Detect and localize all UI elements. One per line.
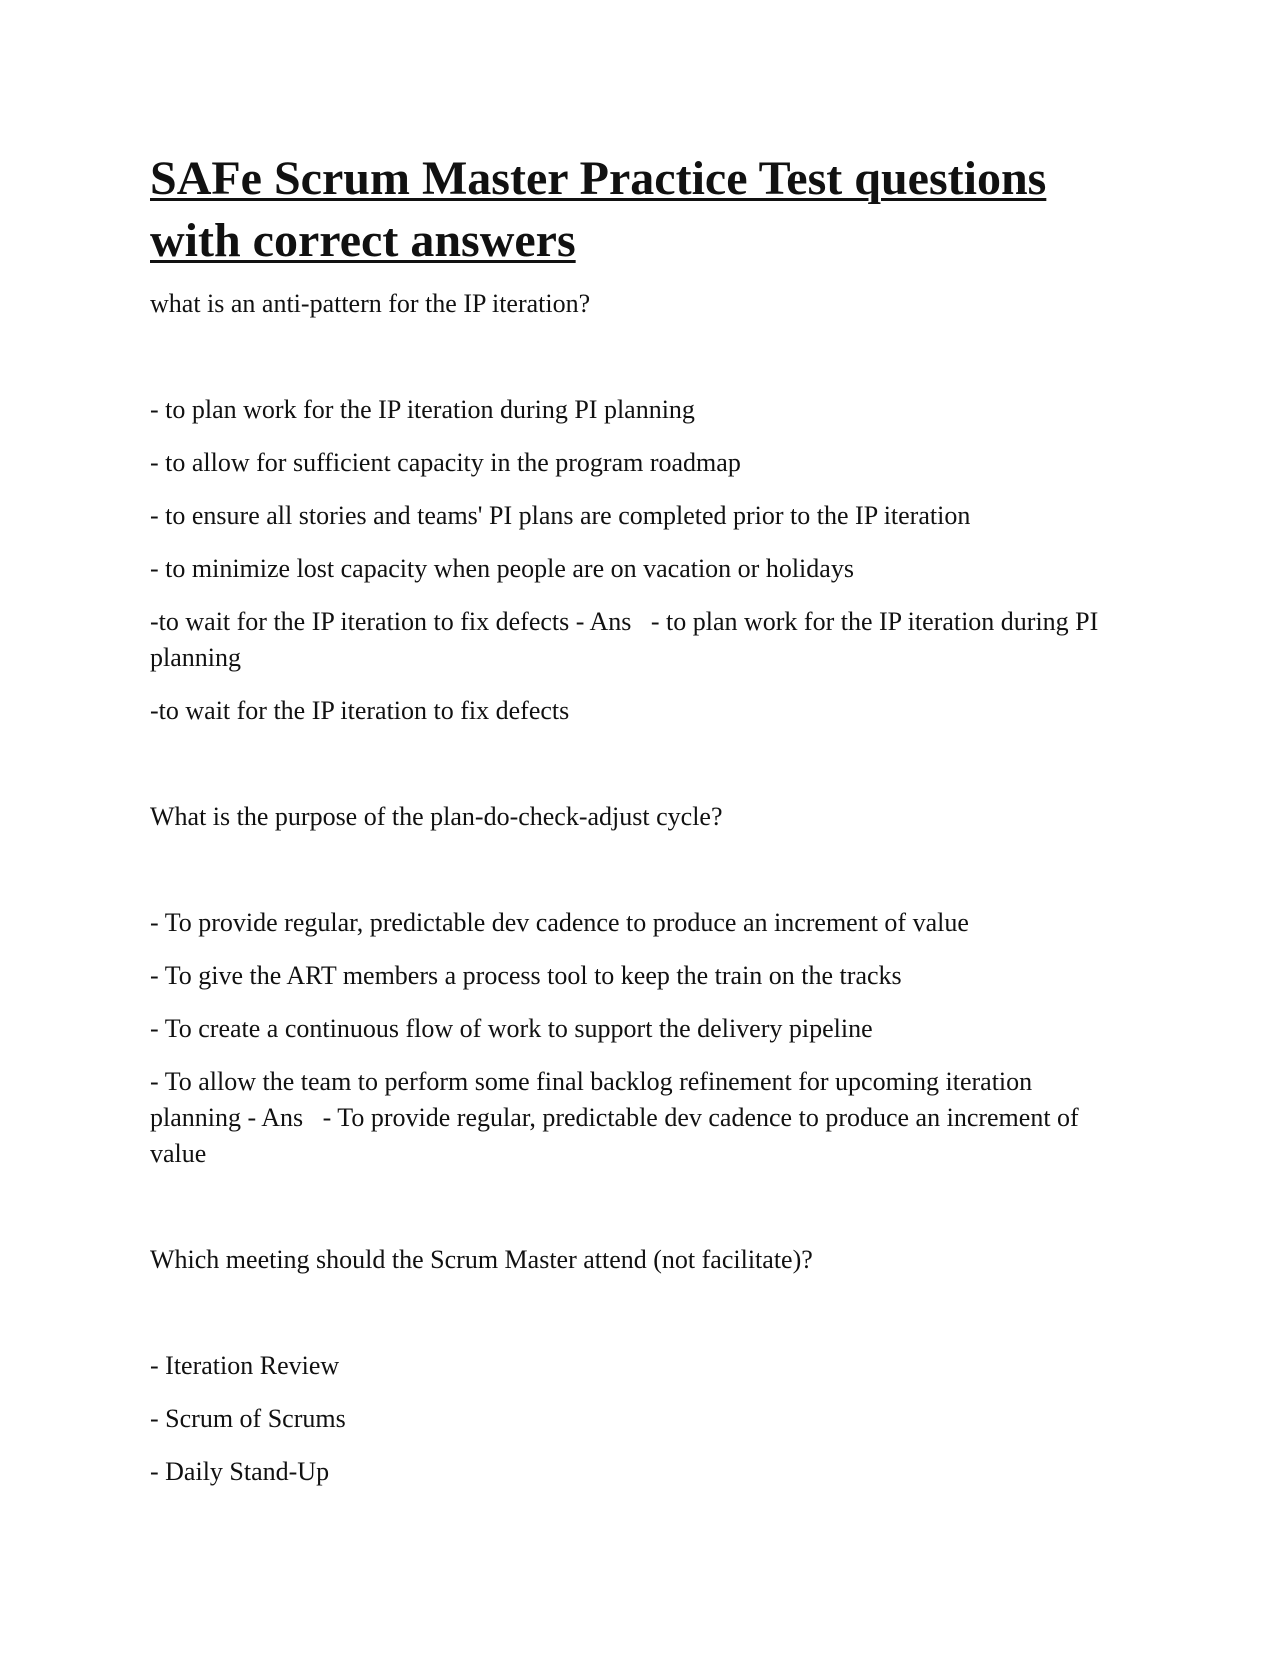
answer-option: - Daily Stand-Up xyxy=(150,1457,330,1486)
document-title: SAFe Scrum Master Practice Test questions with correct answers xyxy=(150,152,1047,267)
answer-option: - to allow for sufficient capacity in the program roadmap xyxy=(150,448,741,477)
answer-option: - To give the ART members a process tool to keep the train on the tracks xyxy=(150,961,902,990)
answer-option: - To provide regular, predictable dev cadence to produce an increment of value xyxy=(150,908,969,937)
answer-option: - To allow the team to perform some final backlog refinement for upcoming iteration planning - Ans - To provide regular, predictable dev cadence to produce an increment of value xyxy=(150,1067,1086,1168)
spacer xyxy=(150,746,1120,799)
spacer xyxy=(150,1189,1120,1242)
spacer xyxy=(150,339,1120,392)
question-text: What is the purpose of the plan-do-check-adjust cycle? xyxy=(150,802,723,831)
question-block xyxy=(150,799,1120,1242)
document-page xyxy=(150,148,1120,1507)
question-text: Which meeting should the Scrum Master attend (not facilitate)? xyxy=(150,1245,813,1274)
question-block xyxy=(150,286,1120,799)
answer-option: -to wait for the IP iteration to fix defects - Ans - to plan work for the IP iteration during PI planning xyxy=(150,607,1105,672)
answer-option: - to ensure all stories and teams' PI plans are completed prior to the IP iteration xyxy=(150,501,971,530)
answer-option: - to plan work for the IP iteration during PI planning xyxy=(150,395,695,424)
answer-option: -to wait for the IP iteration to fix defects xyxy=(150,696,570,725)
answer-option: - to minimize lost capacity when people are on vacation or holidays xyxy=(150,554,854,583)
spacer xyxy=(150,852,1120,905)
answer-option: - Iteration Review xyxy=(150,1351,340,1380)
question-text: what is an anti-pattern for the IP iteration? xyxy=(150,289,591,318)
answer-option: - Scrum of Scrums xyxy=(150,1404,346,1433)
spacer xyxy=(150,1295,1120,1348)
question-block xyxy=(150,1242,1120,1490)
answer-option: - To create a continuous flow of work to support the delivery pipeline xyxy=(150,1014,873,1043)
